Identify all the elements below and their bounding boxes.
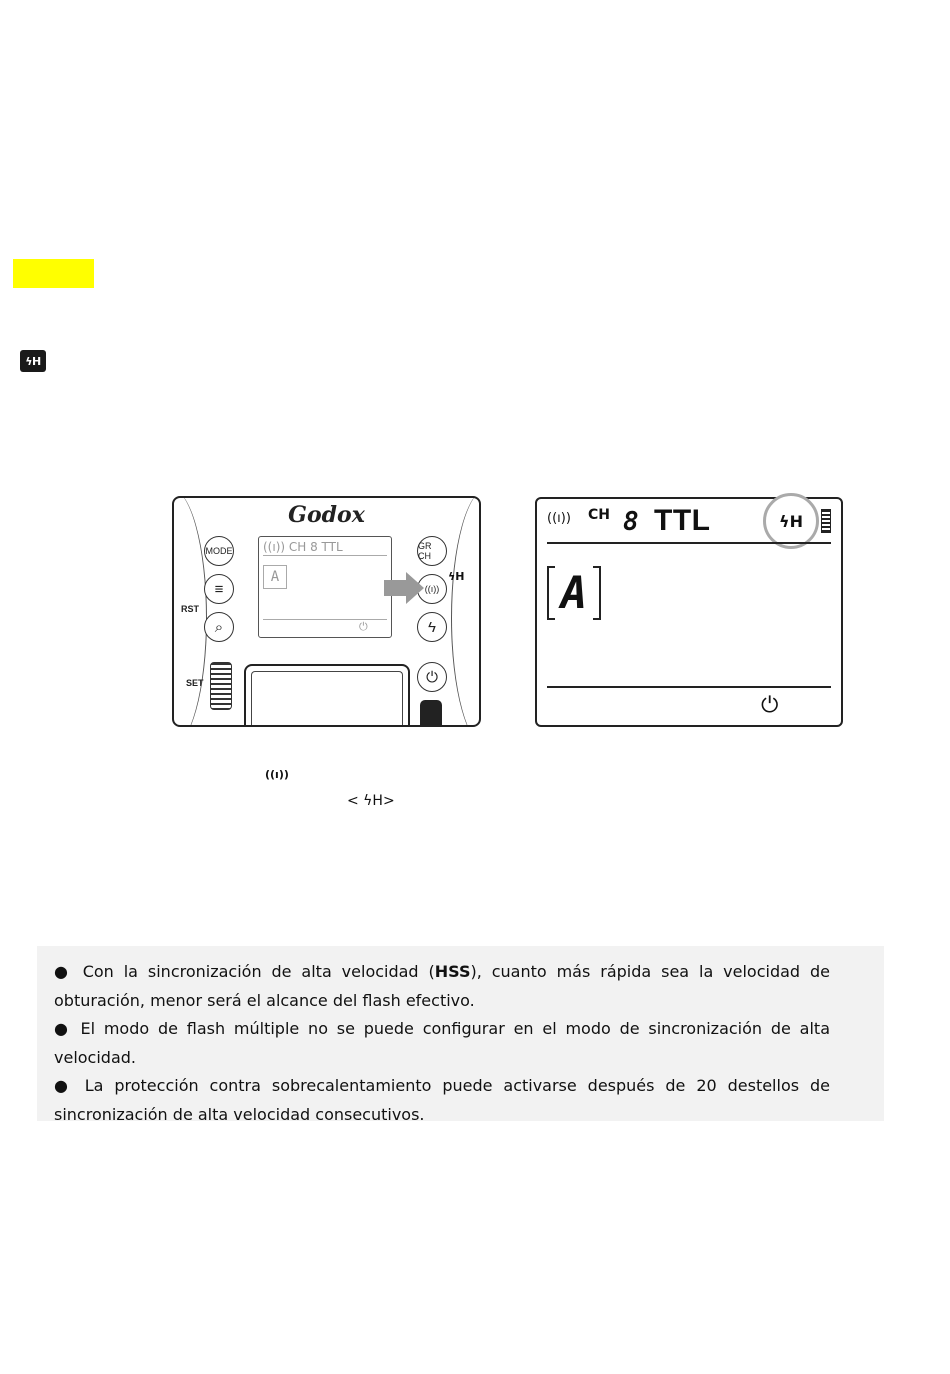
note-multi-flash: ● El modo de flash múltiple no se puede configurar en el modo de sincronización de alta velocidad. [54,1019,830,1067]
hss-highlight-icon: ϟH [763,493,819,549]
panel-arc-right [451,496,481,727]
mini-lcd-divider-bottom [263,619,387,620]
set-dial[interactable] [210,662,232,710]
wireless-icon: ((ı)) [547,511,571,526]
mini-lcd-divider [263,555,387,556]
test-flash-button[interactable]: ϟ [417,612,447,642]
wireless-button[interactable]: ((ı)) [417,574,447,604]
bottom-display [244,664,410,727]
lcd-divider-top [547,542,831,544]
note-overheat: ● La protección contra sobrecalentamiento puede activarse después de 20 destellos de sincronización de alta velocidad consecutivos. [54,1076,830,1124]
channel-label: CH [588,507,610,523]
note-text: ), cuanto más rápida sea la velocidad de obturación, menor será el alcance del flash efectivo. [54,962,831,1010]
menu-button[interactable]: ≡ [204,574,234,604]
mini-power-icon: ⏻ [359,621,368,633]
brand-logo: Godox [288,502,365,528]
gr-ch-button[interactable]: GR CH [417,536,447,566]
flash-control-panel-figure [172,496,481,727]
lcd-display-figure [535,497,843,727]
hss-term: HSS [434,962,471,981]
power-button[interactable]: ⏻ [417,662,447,692]
hss-label-icon: ϟH [448,570,465,583]
highlight-marker [13,259,94,288]
modeling-light-button[interactable]: ⌕ [204,612,234,642]
mini-lcd-group: A [263,565,287,589]
rst-label: RST [181,604,199,614]
pointer-arrow-icon [384,572,424,604]
note-hss-range [54,958,830,1015]
lcd-divider-bottom [547,686,831,688]
note-text: ● Con la sincronización de alta velocidad ( [54,962,435,981]
notes-box [37,946,884,1124]
set-label: SET [186,678,204,688]
inline-hss-icon: < ϟH> [347,793,395,809]
mini-lcd-status: ((ı)) CH 8 TTL [263,540,343,554]
mode-button[interactable]: MODE [204,536,234,566]
lock-switch[interactable] [420,700,442,727]
channel-number: 8 [623,507,639,537]
group-indicator: A [547,566,601,620]
hss-icon: ϟH [20,350,46,372]
battery-icon [821,509,831,533]
inline-wireless-icon: ((ı)) [265,768,289,781]
mini-lcd-screen [258,536,392,638]
power-icon: ⏻ [761,693,779,718]
flash-mode: TTL [654,504,711,537]
